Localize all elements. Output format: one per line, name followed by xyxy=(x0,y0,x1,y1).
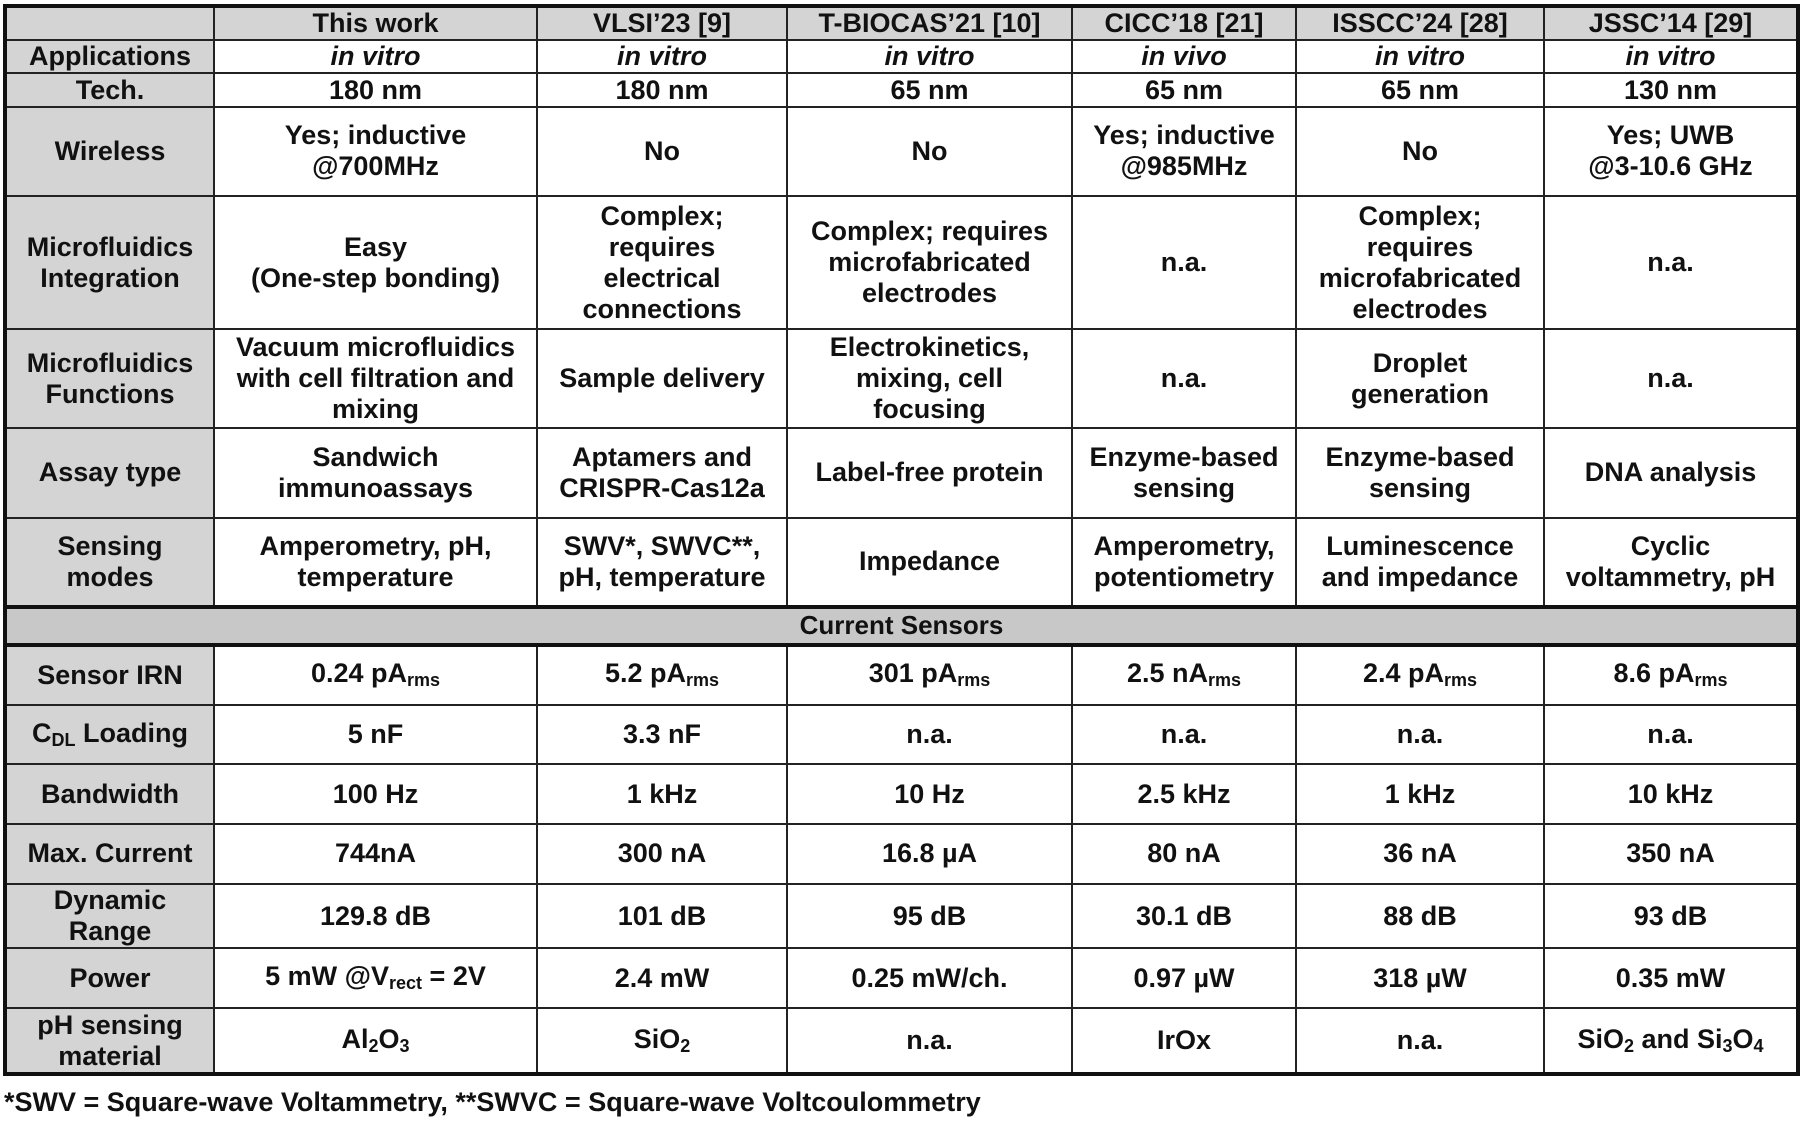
row-label-cdl-loading: $C_{DL}$ Loading xyxy=(5,705,214,765)
table-cell: SiO$_2$ xyxy=(537,1008,787,1074)
row-label-dynamic-range: Dynamic Range xyxy=(5,884,214,949)
header-this-work: This work xyxy=(214,6,537,40)
row-label-microfluidics-functions: Microfluidics Functions xyxy=(5,329,214,428)
table-row xyxy=(5,518,1798,607)
table-cell: Complex; requires microfabricated electrodes xyxy=(787,196,1072,330)
table-cell: n.a. xyxy=(1544,705,1798,765)
comparison-table xyxy=(3,4,1800,1076)
table-cell: 5 nF xyxy=(214,705,537,765)
table-cell: Yes; UWB @3-10.6 GHz xyxy=(1544,107,1798,196)
row-label-microfluidics-integration: Microfluidics Integration xyxy=(5,196,214,330)
row-label-sensing-modes: Sensing modes xyxy=(5,518,214,607)
row-label-max-current: Max. Current xyxy=(5,824,214,884)
table-cell: No xyxy=(787,107,1072,196)
table-cell: IrOx xyxy=(1072,1008,1296,1074)
table-cell: 65 nm xyxy=(1072,73,1296,106)
table-cell: Complex; requires microfabricated electrodes xyxy=(1296,196,1544,330)
table-cell: 300 nA xyxy=(537,824,787,884)
table-cell: n.a. xyxy=(1544,196,1798,330)
table-cell: Yes; inductive @700MHz xyxy=(214,107,537,196)
table-cell: in vitro xyxy=(537,40,787,73)
table-cell: 130 nm xyxy=(1544,73,1798,106)
table-cell: DNA analysis xyxy=(1544,428,1798,517)
row-label-bandwidth: Bandwidth xyxy=(5,764,214,824)
table-row xyxy=(5,824,1798,884)
row-label-applications: Applications xyxy=(5,40,214,73)
table-cell: Label-free protein xyxy=(787,428,1072,517)
footnote: *SWV = Square-wave Voltammetry, **SWVC = Square-wave Voltcoulommetry xyxy=(4,1087,981,1117)
table-cell: Aptamers and CRISPR-Cas12a xyxy=(537,428,787,517)
table-cell: Sample delivery xyxy=(537,329,787,428)
table-cell: Enzyme-based sensing xyxy=(1296,428,1544,517)
table-cell: SWV*, SWVC**, pH, temperature xyxy=(537,518,787,607)
table-cell: in vivo xyxy=(1072,40,1296,73)
table-cell: Easy (One-step bonding) xyxy=(214,196,537,330)
row-label-wireless: Wireless xyxy=(5,107,214,196)
table-cell: 8.6 $pA_{rms}$ xyxy=(1544,645,1798,705)
table-cell: 318 µW xyxy=(1296,948,1544,1008)
table-cell: Amperometry, potentiometry xyxy=(1072,518,1296,607)
table-cell: in vitro xyxy=(1544,40,1798,73)
table-cell: 744nA xyxy=(214,824,537,884)
table-cell: n.a. xyxy=(1072,705,1296,765)
header-isscc24: ISSCC’24 [28] xyxy=(1296,6,1544,40)
table-row xyxy=(5,329,1798,428)
table-cell: Complex; requires electrical connections xyxy=(537,196,787,330)
table-cell: Sandwich immunoassays xyxy=(214,428,537,517)
table-row xyxy=(5,764,1798,824)
table-cell: 10 Hz xyxy=(787,764,1072,824)
table-cell: 0.97 µW xyxy=(1072,948,1296,1008)
table-cell: 16.8 µA xyxy=(787,824,1072,884)
table-cell: 95 dB xyxy=(787,884,1072,949)
table-cell: 100 Hz xyxy=(214,764,537,824)
table-cell: 180 nm xyxy=(537,73,787,106)
table-cell: 180 nm xyxy=(214,73,537,106)
table-cell: 30.1 dB xyxy=(1072,884,1296,949)
table-cell: 129.8 dB xyxy=(214,884,537,949)
table-cell: Vacuum microfluidics with cell filtration and mixing xyxy=(214,329,537,428)
row-label-tech: Tech. xyxy=(5,73,214,106)
section-title: Current Sensors xyxy=(5,607,1798,645)
table-cell: 36 nA xyxy=(1296,824,1544,884)
header-tbiocas21: T-BIOCAS’21 [10] xyxy=(787,6,1072,40)
row-label-power: Power xyxy=(5,948,214,1008)
table-cell: n.a. xyxy=(787,1008,1072,1074)
table-cell: Luminescence and impedance xyxy=(1296,518,1544,607)
table-cell: 1 kHz xyxy=(537,764,787,824)
table-cell: 3.3 nF xyxy=(537,705,787,765)
table-row xyxy=(5,645,1798,705)
table-cell: n.a. xyxy=(1544,329,1798,428)
table-cell: Electrokinetics, mixing, cell focusing xyxy=(787,329,1072,428)
table-cell: 65 nm xyxy=(787,73,1072,106)
table-cell: 1 kHz xyxy=(1296,764,1544,824)
table-cell: 65 nm xyxy=(1296,73,1544,106)
table-row xyxy=(5,948,1798,1008)
table-cell: in vitro xyxy=(1296,40,1544,73)
table-cell: 301 $pA_{rms}$ xyxy=(787,645,1072,705)
table-row xyxy=(5,884,1798,949)
table-row xyxy=(5,73,1798,106)
table-cell: 80 nA xyxy=(1072,824,1296,884)
table-cell: 2.5 $nA_{rms}$ xyxy=(1072,645,1296,705)
table-cell: 101 dB xyxy=(537,884,787,949)
table-cell: 5 mW $@V_{rect} = 2V$ xyxy=(214,948,537,1008)
table-cell: 10 kHz xyxy=(1544,764,1798,824)
table-row xyxy=(5,40,1798,73)
table-cell: 2.4 $pA_{rms}$ xyxy=(1296,645,1544,705)
header-vlsi23: VLSI’23 [9] xyxy=(537,6,787,40)
table-cell: 2.4 mW xyxy=(537,948,787,1008)
table-cell: 0.24 $pA_{rms}$ xyxy=(214,645,537,705)
table-cell: Droplet generation xyxy=(1296,329,1544,428)
table-cell: in vitro xyxy=(787,40,1072,73)
table-cell: SiO$_2$ and $Si_3O_4$ xyxy=(1544,1008,1798,1074)
table-row xyxy=(5,107,1798,196)
row-label-sensor-irn: Sensor IRN xyxy=(5,645,214,705)
table-cell: No xyxy=(1296,107,1544,196)
header-corner xyxy=(5,6,214,40)
table-row xyxy=(5,1008,1798,1074)
table-cell: n.a. xyxy=(1296,705,1544,765)
table-cell: 0.35 mW xyxy=(1544,948,1798,1008)
header-jssc14: JSSC’14 [29] xyxy=(1544,6,1798,40)
table-cell: in vitro xyxy=(214,40,537,73)
table-cell: Cyclic voltammetry, pH xyxy=(1544,518,1798,607)
table-cell: Yes; inductive @985MHz xyxy=(1072,107,1296,196)
section-header-row xyxy=(5,607,1798,645)
table-cell: n.a. xyxy=(1072,329,1296,428)
table-row xyxy=(5,705,1798,765)
table-row xyxy=(5,196,1798,330)
row-label-ph-sensing-material: pH sensing material xyxy=(5,1008,214,1074)
table-cell: Impedance xyxy=(787,518,1072,607)
table-cell: n.a. xyxy=(1296,1008,1544,1074)
table-cell: 0.25 mW/ch. xyxy=(787,948,1072,1008)
table-cell: n.a. xyxy=(787,705,1072,765)
table-row xyxy=(5,428,1798,517)
table-cell: Enzyme-based sensing xyxy=(1072,428,1296,517)
table-cell: 88 dB xyxy=(1296,884,1544,949)
table-cell: 2.5 kHz xyxy=(1072,764,1296,824)
table-cell: 93 dB xyxy=(1544,884,1798,949)
table-cell: $Al_2O_3$ xyxy=(214,1008,537,1074)
table-cell: Amperometry, pH, temperature xyxy=(214,518,537,607)
row-label-assay-type: Assay type xyxy=(5,428,214,517)
header-cicc18: CICC’18 [21] xyxy=(1072,6,1296,40)
table-cell: 350 nA xyxy=(1544,824,1798,884)
table-cell: n.a. xyxy=(1072,196,1296,330)
table-cell: 5.2 $pA_{rms}$ xyxy=(537,645,787,705)
table-cell: No xyxy=(537,107,787,196)
header-row xyxy=(5,6,1798,40)
